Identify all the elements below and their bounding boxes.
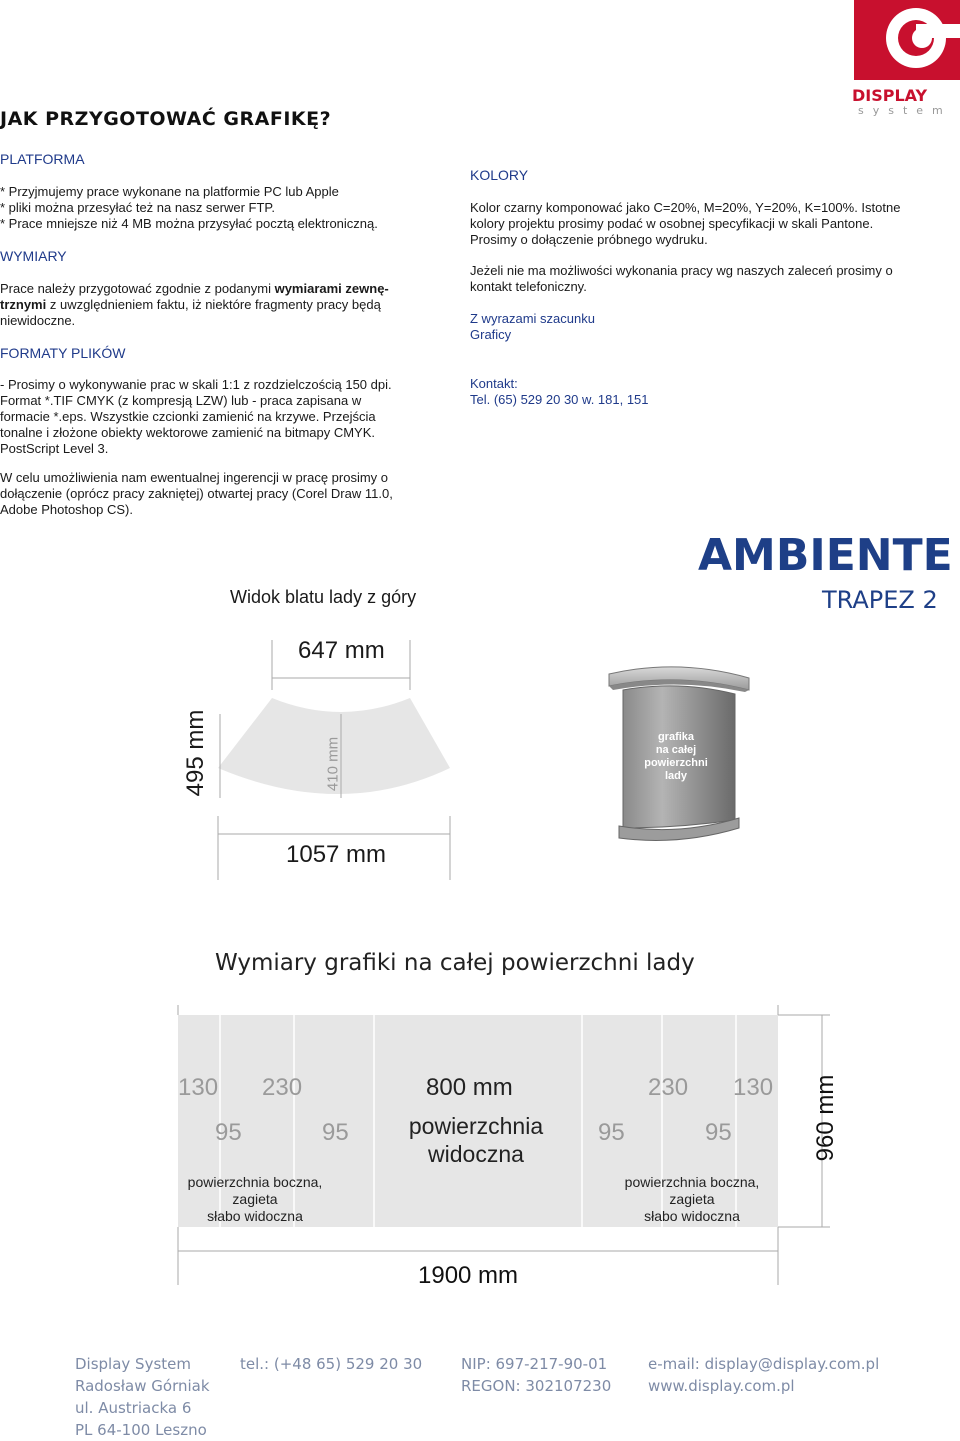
top-view-caption: Widok blatu lady z góry (230, 587, 417, 607)
dim-95: 95 (705, 1119, 732, 1146)
platforma-line: * Prace mniejsze niż 4 MB można przysyłać pocztą elektroniczną. (0, 216, 378, 231)
heading-wymiary: WYMIARY (0, 248, 67, 264)
platforma-line: * pliki można przesyłać też na nasz serwer FTP. (0, 200, 276, 215)
footer-website-link[interactable]: www.display.com.pl (648, 1377, 795, 1395)
side-area-line: powierzchnia boczna, (624, 1174, 760, 1190)
dim-bottom: 1057 mm (286, 841, 387, 868)
wymiary-text-part: z uwzględnieniem faktu, iż niektóre fragmenty pracy będą (46, 297, 381, 312)
side-area-line: słabo widoczna (207, 1208, 303, 1224)
note-line: W celu umożliwienia nam ewentualnej ingerencji w pracę prosimy o (0, 470, 389, 485)
counter-label-line: grafika (657, 731, 695, 743)
side-area-label-left (170, 1174, 340, 1225)
regards-line: Graficy (470, 327, 512, 342)
wymiary-text (0, 281, 389, 329)
note-line: Adobe Photoshop CS). (0, 502, 133, 517)
side-area-line: słabo widoczna (644, 1208, 740, 1224)
counter-label-line: na całej (655, 744, 697, 756)
formaty-line: tonalne i złożone obiekty wektorowe zamienić na bitmapy CMYK. (0, 425, 376, 440)
formaty-line: Format *.TIF CMYK (z kompresją LZW) lub - praca zapisana w (0, 393, 362, 408)
footer-line: ul. Austriacka 6 (75, 1399, 192, 1417)
note-line: dołączenie (oprócz pracy zakniętej) otwartej pracy (Corel Draw 11.0, (0, 486, 393, 501)
counter-label (636, 731, 716, 783)
heading-kolory: KOLORY (470, 167, 529, 183)
counter-label-line: lady (664, 770, 687, 782)
kolory-text (470, 200, 900, 248)
visible-area-label (382, 1112, 570, 1168)
heading-platforma: PLATFORMA (0, 151, 85, 167)
side-area-line: zagieta (669, 1191, 715, 1207)
formaty-line: formacie *.eps. Wszystkie czcionki zamienić na krzywe. Przejścia (0, 409, 376, 424)
dim-230-right: 230 (648, 1074, 689, 1101)
contact-note-line: kontakt telefoniczny. (470, 279, 587, 294)
footer-phone (240, 1353, 422, 1375)
dim-130-left: 130 (178, 1074, 219, 1101)
wymiary-bold: trznymi (0, 297, 47, 312)
dim-95: 95 (598, 1119, 625, 1146)
platforma-text (0, 184, 378, 232)
footer-line: Radosław Górniak (75, 1377, 210, 1395)
formaty-text (0, 377, 392, 457)
graphic-caption: Wymiary grafiki na całej powierzchni lady (215, 950, 695, 976)
regards (470, 311, 595, 343)
wymiary-text-part: Prace należy przygotować zgodnie z podanymi (0, 281, 275, 296)
contact-note (470, 263, 893, 295)
side-area-line: zagieta (232, 1191, 278, 1207)
dim-top: 647 mm (298, 637, 385, 664)
visible-area-line: widoczna (428, 1141, 524, 1167)
side-area-label-right (607, 1174, 777, 1225)
visible-area-line: powierzchnia (408, 1113, 544, 1139)
kontakt-block (470, 376, 649, 408)
footer-line: PL 64-100 Leszno (75, 1421, 207, 1439)
logo-wordmark: DISPLAY (852, 86, 928, 105)
dim-95: 95 (215, 1119, 242, 1146)
logo-subtitle: system (858, 104, 952, 117)
wymiary-text-part: niewidoczne. (0, 313, 76, 328)
heading-formaty: FORMATY PLIKÓW (0, 345, 126, 361)
footer-email-link[interactable]: e-mail: display@display.com.pl (648, 1355, 880, 1373)
footer-line: Display System (75, 1355, 191, 1373)
counter-label-line: powierzchni (644, 757, 708, 769)
kolory-line: kolory projektu prosimy podać w osobnej specyfikacji w skali Pantone. (470, 216, 874, 231)
footer-line: REGON: 302107230 (461, 1377, 612, 1395)
formaty-line: - Prosimy o wykonywanie prac w skali 1:1 z rozdzielczością 150 dpi. (0, 377, 392, 392)
side-area-line: powierzchnia boczna, (187, 1174, 323, 1190)
graphic-width: 1900 mm (418, 1262, 519, 1289)
product-name: AMBIENTE (698, 530, 953, 581)
kolory-line: Kolor czarny komponować jako C=20%, M=20%, Y=20%, K=100%. Istotne (470, 200, 901, 215)
kontakt-heading: Kontakt: (470, 376, 518, 391)
contact-note-line: Jeżeli nie ma możliwości wykonania pracy wg naszych zaleceń prosimy o (470, 263, 893, 278)
note-text (0, 470, 393, 518)
dim-inner: 410 mm (324, 736, 342, 792)
formaty-line: PostScript Level 3. (0, 441, 109, 456)
footer-tax (461, 1353, 611, 1397)
wymiary-bold: wymiarami zewnę- (274, 281, 389, 296)
kolory-line: Prosimy o dołączenie próbnego wydruku. (470, 232, 708, 247)
footer-web (648, 1353, 879, 1397)
footer-line: tel.: (+48 65) 529 20 30 (240, 1355, 423, 1373)
dim-230-left: 230 (262, 1074, 303, 1101)
graphic-height: 960 mm (812, 1074, 839, 1162)
platforma-line: * Przyjmujemy prace wykonane na platformie PC lub Apple (0, 184, 339, 199)
footer-company (75, 1353, 210, 1441)
dim-height: 495 mm (182, 709, 209, 797)
regards-line: Z wyrazami szacunku (470, 311, 595, 326)
page-title: JAK PRZYGOTOWAĆ GRAFIKĘ? (0, 108, 332, 130)
footer-line: NIP: 697-217-90-01 (461, 1355, 608, 1373)
dim-130-right: 130 (733, 1074, 774, 1101)
kontakt-tel: Tel. (65) 529 20 30 w. 181, 151 (470, 392, 649, 407)
dim-95: 95 (322, 1119, 349, 1146)
dim-800: 800 mm (426, 1074, 513, 1101)
product-model: TRAPEZ 2 (822, 586, 938, 614)
